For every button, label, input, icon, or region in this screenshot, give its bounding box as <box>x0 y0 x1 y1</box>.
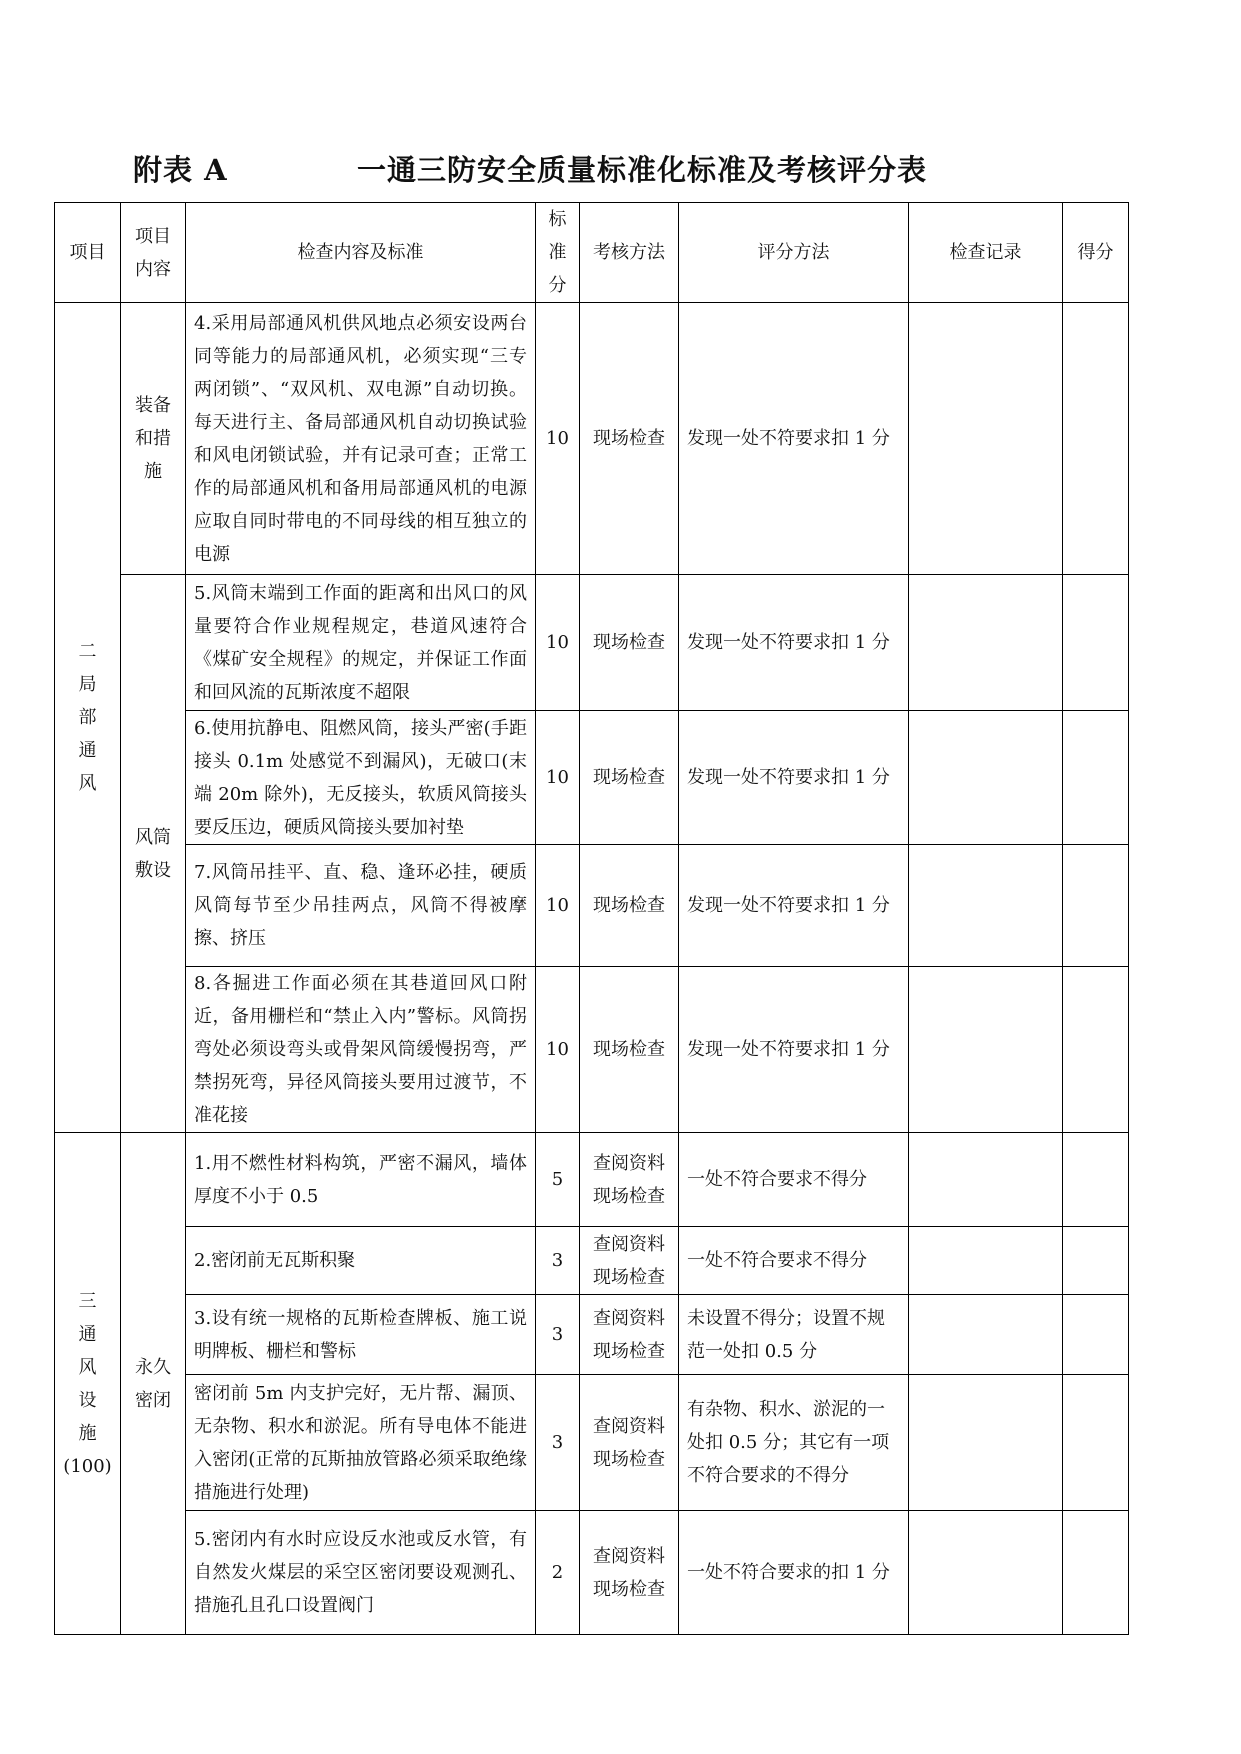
row-score: 10 <box>536 845 580 967</box>
row-scoring: 一处不符合要求的扣 1 分 <box>679 1511 909 1635</box>
subgroup-label-duct: 风筒 敷设 <box>121 575 186 1133</box>
row-score: 5 <box>536 1133 580 1227</box>
assessment-table <box>54 202 1129 1635</box>
group-label-ventilation-facilities: 三 通 风 设 施 (100) <box>55 1133 121 1635</box>
table-row <box>55 1511 1129 1635</box>
table-row <box>55 303 1129 575</box>
row-record-cell[interactable] <box>909 1295 1063 1375</box>
row-points-cell[interactable] <box>1063 1295 1129 1375</box>
row-content: 5.风筒末端到工作面的距离和出风口的风量要符合作业规程规定，巷道风速符合《煤矿安全规程》的规定，并保证工作面和回风流的瓦斯浓度不超限 <box>186 575 536 711</box>
row-points-cell[interactable] <box>1063 575 1129 711</box>
row-scoring: 发现一处不符要求扣 1 分 <box>679 845 909 967</box>
row-record-cell[interactable] <box>909 1375 1063 1511</box>
row-method: 现场检查 <box>580 303 679 575</box>
row-record-cell[interactable] <box>909 711 1063 845</box>
table-row <box>55 967 1129 1133</box>
row-content: 4.采用局部通风机供风地点必须安设两台同等能力的局部通风机，必须实现“三专两闭锁”、“双风机、双电源”自动切换。每天进行主、备局部通风机自动切换试验和风电闭锁试验，并有记录可查；正常工作的局部通风机和备用局部通风机的电源应取自同时带电的不同母线的相互独立的电源 <box>186 303 536 575</box>
header-method: 考核方法 <box>580 203 679 303</box>
header-row <box>55 203 1129 303</box>
header-project: 项目 <box>55 203 121 303</box>
row-scoring: 有杂物、积水、淤泥的一处扣 0.5 分；其它有一项不符合要求的不得分 <box>679 1375 909 1511</box>
row-method: 现场检查 <box>580 845 679 967</box>
row-scoring: 一处不符合要求不得分 <box>679 1227 909 1295</box>
row-scoring: 发现一处不符要求扣 1 分 <box>679 575 909 711</box>
row-method: 现场检查 <box>580 967 679 1133</box>
table-row <box>55 1227 1129 1295</box>
header-score: 标 准 分 <box>536 203 580 303</box>
row-content: 2.密闭前无瓦斯积聚 <box>186 1227 536 1295</box>
row-method: 查阅资料 现场检查 <box>580 1511 679 1635</box>
row-scoring: 未设置不得分；设置不规范一处扣 0.5 分 <box>679 1295 909 1375</box>
row-scoring: 一处不符合要求不得分 <box>679 1133 909 1227</box>
table-row <box>55 1295 1129 1375</box>
row-record-cell[interactable] <box>909 845 1063 967</box>
header-points: 得分 <box>1063 203 1129 303</box>
row-content: 3.设有统一规格的瓦斯检查牌板、施工说明牌板、栅栏和警标 <box>186 1295 536 1375</box>
row-record-cell[interactable] <box>909 303 1063 575</box>
row-content: 密闭前 5m 内支护完好，无片帮、漏顶、无杂物、积水和淤泥。所有导电体不能进入密闭(正常的瓦斯抽放管路必须采取绝缘措施进行处理) <box>186 1375 536 1511</box>
header-scoring: 评分方法 <box>679 203 909 303</box>
row-method: 现场检查 <box>580 711 679 845</box>
row-score: 10 <box>536 575 580 711</box>
table-row <box>55 1133 1129 1227</box>
row-content: 6.使用抗静电、阻燃风筒，接头严密(手距接头 0.1m 处感觉不到漏风)，无破口(末端 20m 除外)，无反接头，软质风筒接头要反压边，硬质风筒接头要加衬垫 <box>186 711 536 845</box>
row-points-cell[interactable] <box>1063 1227 1129 1295</box>
row-points-cell[interactable] <box>1063 967 1129 1133</box>
row-record-cell[interactable] <box>909 967 1063 1133</box>
table-row <box>55 845 1129 967</box>
row-points-cell[interactable] <box>1063 711 1129 845</box>
row-points-cell[interactable] <box>1063 1511 1129 1635</box>
row-content: 1.用不燃性材料构筑，严密不漏风，墙体厚度不小于 0.5 <box>186 1133 536 1227</box>
row-record-cell[interactable] <box>909 1133 1063 1227</box>
row-record-cell[interactable] <box>909 1511 1063 1635</box>
row-points-cell[interactable] <box>1063 1375 1129 1511</box>
row-scoring: 发现一处不符要求扣 1 分 <box>679 967 909 1133</box>
row-score: 10 <box>536 967 580 1133</box>
row-method: 查阅资料 现场检查 <box>580 1133 679 1227</box>
row-method: 查阅资料 现场检查 <box>580 1295 679 1375</box>
row-points-cell[interactable] <box>1063 303 1129 575</box>
row-score: 2 <box>536 1511 580 1635</box>
group-label-local-ventilation: 二 局 部 通 风 <box>55 303 121 1133</box>
table-row <box>55 1375 1129 1511</box>
table-row <box>55 711 1129 845</box>
row-score: 3 <box>536 1227 580 1295</box>
row-score: 3 <box>536 1295 580 1375</box>
row-scoring: 发现一处不符要求扣 1 分 <box>679 711 909 845</box>
row-content: 8.各掘进工作面必须在其巷道回风口附近，备用栅栏和“禁止入内”警标。风筒拐弯处必须设弯头或骨架风筒缓慢拐弯，严禁拐死弯，异径风筒接头要用过渡节，不准花接 <box>186 967 536 1133</box>
subgroup-label-permanent-seal: 永久 密闭 <box>121 1133 186 1635</box>
row-points-cell[interactable] <box>1063 1133 1129 1227</box>
table-caption-prefix: 附表 A <box>133 153 228 187</box>
subgroup-label-equipment: 装备 和措 施 <box>121 303 186 575</box>
header-content: 检查内容及标准 <box>186 203 536 303</box>
header-item: 项目 内容 <box>121 203 186 303</box>
row-method: 查阅资料 现场检查 <box>580 1227 679 1295</box>
row-method: 现场检查 <box>580 575 679 711</box>
row-content: 5.密闭内有水时应设反水池或反水管，有自然发火煤层的采空区密闭要设观测孔、措施孔且孔口设置阀门 <box>186 1511 536 1635</box>
row-points-cell[interactable] <box>1063 845 1129 967</box>
row-score: 3 <box>536 1375 580 1511</box>
row-scoring: 发现一处不符要求扣 1 分 <box>679 303 909 575</box>
row-record-cell[interactable] <box>909 575 1063 711</box>
row-content: 7.风筒吊挂平、直、稳、逢环必挂，硬质风筒每节至少吊挂两点，风筒不得被摩擦、挤压 <box>186 845 536 967</box>
row-record-cell[interactable] <box>909 1227 1063 1295</box>
row-score: 10 <box>536 303 580 575</box>
header-record: 检查记录 <box>909 203 1063 303</box>
table-row <box>55 575 1129 711</box>
row-score: 10 <box>536 711 580 845</box>
page-title: 一通三防安全质量标准化标准及考核评分表 <box>357 153 928 187</box>
row-method: 查阅资料 现场检查 <box>580 1375 679 1511</box>
